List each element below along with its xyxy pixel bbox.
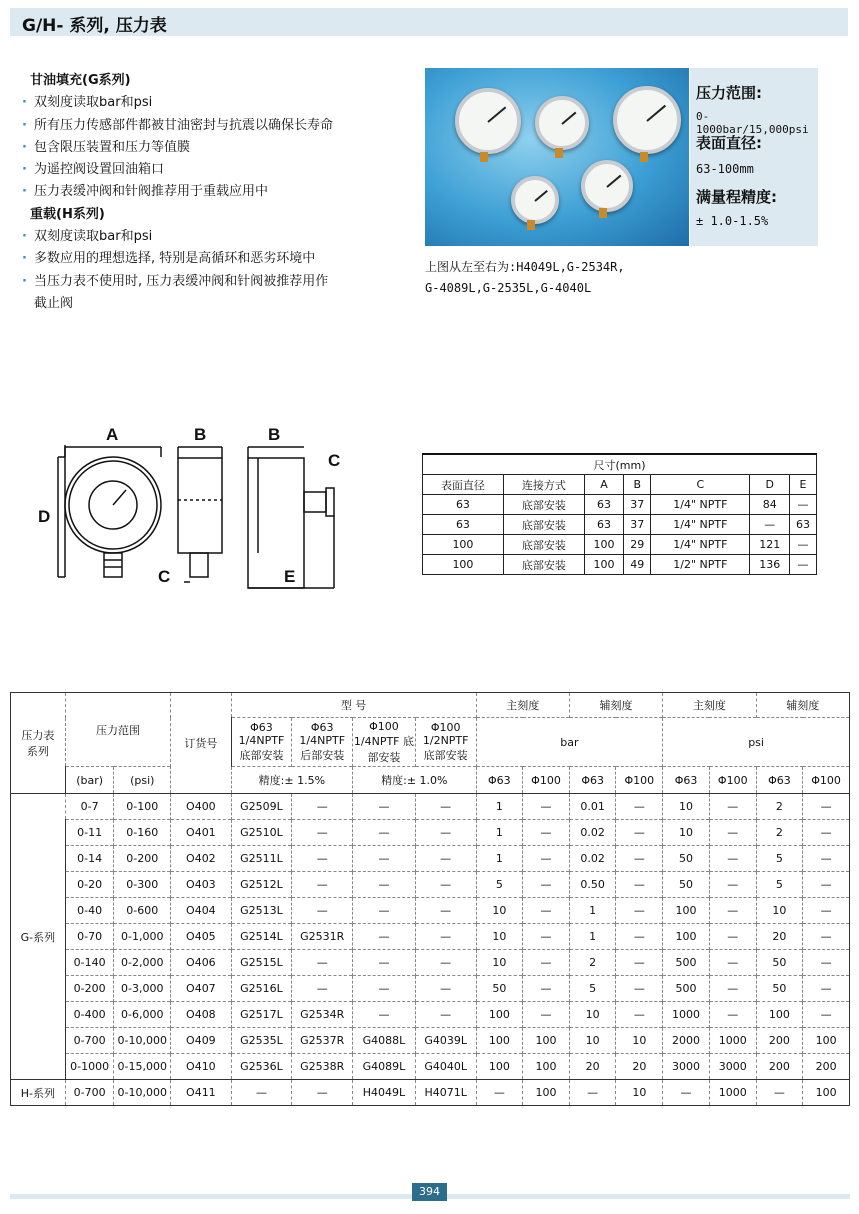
header-range: 压力范围 [65,693,170,767]
table-cell: 1/4" NPTF [651,515,750,535]
table-cell: — [523,924,570,950]
table-cell: — [292,898,353,924]
table-cell: 63 [584,495,624,515]
table-cell: 0-1000 [65,1054,114,1080]
table-cell: O411 [171,1080,231,1106]
table-cell: 0-14 [65,846,114,872]
table-cell: — [616,872,663,898]
table-cell: — [292,846,353,872]
table-cell: G2534R [292,1002,353,1028]
table-cell: 0-6,000 [114,1002,171,1028]
table-cell: — [353,794,416,820]
table-cell: — [709,872,756,898]
header-order: 订货号 [171,693,231,794]
table-cell: — [292,950,353,976]
feature-list [22,70,402,315]
table-cell: — [415,1002,476,1028]
table-cell: — [803,820,850,846]
table-cell: 37 [624,515,651,535]
table-cell: — [616,950,663,976]
feature-item: · 所有压力传感部件都被甘油密封与抗震以确保长寿命 [22,115,402,137]
table-cell: — [523,846,570,872]
table-cell: G2531R [292,924,353,950]
table-cell: O408 [171,1002,231,1028]
table-cell: 100 [584,555,624,575]
header-aux-bar: 辅刻度 [569,693,662,718]
header-model: 型 号 [231,693,476,718]
series-label: G-系列 [11,794,66,1080]
table-cell: 10 [476,950,523,976]
table-cell: O404 [171,898,231,924]
table-cell: 5 [756,872,803,898]
table-cell: 0-100 [114,794,171,820]
table-cell: — [709,976,756,1002]
table-cell: 0-70 [65,924,114,950]
table-cell: 1000 [709,1080,756,1106]
diameter-value: 63-100mm [696,162,754,176]
table-cell: O409 [171,1028,231,1054]
table-cell: 63 [790,515,817,535]
table-cell: 0-11 [65,820,114,846]
table-cell: O401 [171,820,231,846]
table-cell: 50 [476,976,523,1002]
table-cell: 50 [756,976,803,1002]
table-cell: 20 [616,1054,663,1080]
feature-item: · 双刻度读取bar和psi [22,226,402,248]
table-cell: 20 [569,1054,616,1080]
table-cell: — [415,976,476,1002]
table-cell: 0-20 [65,872,114,898]
dia-63: Φ63 [476,767,523,794]
table-cell: 1000 [663,1002,710,1028]
header-m4: Φ100 1/2NPTF 底部安装 [415,718,476,767]
table-cell: — [523,898,570,924]
table-cell: — [292,976,353,1002]
table-cell: 50 [663,846,710,872]
table-cell: 100 [523,1054,570,1080]
table-cell: O410 [171,1054,231,1080]
table-cell: — [756,1080,803,1106]
page-title: G/H- 系列, 压力表 [22,16,167,36]
table-cell: 100 [663,924,710,950]
table-cell: 底部安装 [503,535,584,555]
label-e: E [284,567,296,586]
table-cell: 5 [756,846,803,872]
table-row [11,950,850,976]
table-cell: 10 [756,898,803,924]
table-cell: 0-15,000 [114,1054,171,1080]
dia-63: Φ63 [756,767,803,794]
table-cell: 100 [523,1080,570,1106]
table-cell: 底部安装 [503,555,584,575]
feature-item: · 双刻度读取bar和psi [22,92,402,114]
header-main-bar: 主刻度 [476,693,569,718]
table-cell: 0-140 [65,950,114,976]
table-cell: 10 [476,924,523,950]
table-cell: 1 [476,794,523,820]
table-cell: — [803,1002,850,1028]
table-cell: 500 [663,976,710,1002]
table-cell: — [523,820,570,846]
label-b2: B [268,425,281,444]
table-cell: — [709,794,756,820]
table-cell: — [292,820,353,846]
dia-100: Φ100 [803,767,850,794]
table-cell: 100 [423,535,504,555]
table-cell: 1 [476,846,523,872]
accuracy-label: 满量程精度: [696,188,777,206]
table-cell: 0-600 [114,898,171,924]
table-cell: 5 [569,976,616,1002]
table-cell: — [353,872,416,898]
table-cell: — [231,1080,292,1106]
table-cell: G2512L [231,872,292,898]
table-cell: — [569,1080,616,1106]
table-cell: 29 [624,535,651,555]
table-cell: 3000 [709,1054,756,1080]
table-cell: — [709,950,756,976]
table-cell: G2538R [292,1054,353,1080]
table-cell: 136 [750,555,790,575]
table-cell: 0-300 [114,872,171,898]
table-cell: — [616,820,663,846]
title-bar [10,8,848,36]
table-cell: 100 [476,1002,523,1028]
table-cell: — [803,872,850,898]
header-bar-unit: bar [476,718,663,767]
table-cell: — [709,820,756,846]
series-label: H-系列 [11,1080,66,1106]
table-cell: 1/2" NPTF [651,555,750,575]
table-cell: G4039L [415,1028,476,1054]
table-row [11,794,850,820]
dim-header-cell: E [790,475,817,495]
table-cell: 5 [476,872,523,898]
table-cell: 底部安装 [503,515,584,535]
table-cell: 20 [756,924,803,950]
table-cell: 底部安装 [503,495,584,515]
table-cell: 0-200 [114,846,171,872]
table-cell: — [353,820,416,846]
table-cell: 2 [756,794,803,820]
table-cell: — [790,535,817,555]
range-label: 压力范围: [696,84,762,102]
dim-table-caption: 尺寸(mm) [423,454,817,475]
table-cell: 0-160 [114,820,171,846]
model-table [10,692,850,1106]
table-cell: O405 [171,924,231,950]
feature-item: · 当压力表不使用时, 压力表缓冲阀和针阀被推荐用作 截止阀 [22,271,402,316]
range-value: 0-1000bar/15,000psi [696,110,809,136]
accuracy-15: 精度:± 1.5% [231,767,353,794]
table-cell: 49 [624,555,651,575]
table-cell: 1/4" NPTF [651,495,750,515]
table-cell: 1000 [709,1028,756,1054]
table-cell: — [523,872,570,898]
g-series-heading: 甘油填充(G系列) [30,73,131,88]
table-cell: G2514L [231,924,292,950]
accuracy-value: ± 1.0-1.5% [696,214,769,228]
table-cell: 10 [476,898,523,924]
header-series: 压力表系列 [11,693,66,794]
table-cell: — [616,846,663,872]
dia-63: Φ63 [663,767,710,794]
table-cell: 100 [803,1028,850,1054]
table-cell: 0-10,000 [114,1028,171,1054]
table-cell: — [415,898,476,924]
table-cell: 100 [523,1028,570,1054]
table-cell: H4049L [353,1080,416,1106]
table-cell: G2535L [231,1028,292,1054]
table-cell: — [415,846,476,872]
table-row [11,1054,850,1080]
table-cell: O407 [171,976,231,1002]
table-cell: 100 [584,535,624,555]
table-cell: — [353,924,416,950]
header-main-psi: 主刻度 [663,693,756,718]
table-cell: — [353,1002,416,1028]
dimension-diagram [38,420,378,600]
table-cell: 0-400 [65,1002,114,1028]
table-cell: 50 [756,950,803,976]
table-cell: 0-7 [65,794,114,820]
dia-100: Φ100 [523,767,570,794]
table-cell: 63 [584,515,624,535]
table-cell: 10 [616,1028,663,1054]
label-a: A [106,425,119,444]
table-cell: G2536L [231,1054,292,1080]
header-m1: Φ63 1/4NPTF 底部安装 [231,718,292,767]
table-cell: H4071L [415,1080,476,1106]
table-cell: 2 [569,950,616,976]
table-row [11,1002,850,1028]
table-cell: — [616,924,663,950]
table-cell: — [292,1080,353,1106]
dia-63: Φ63 [569,767,616,794]
table-cell: 200 [803,1054,850,1080]
table-cell: — [616,898,663,924]
table-cell: 0-700 [65,1080,114,1106]
spec-box [690,68,818,246]
feature-item: · 包含限压装置和压力等值膜 [22,137,402,159]
table-cell: — [663,1080,710,1106]
table-cell: — [803,924,850,950]
feature-item: · 多数应用的理想选择, 特别是高循环和恶劣环境中 [22,248,402,270]
table-cell: 84 [750,495,790,515]
product-photo [425,68,689,246]
table-cell: — [616,1002,663,1028]
dim-header-cell: 表面直径 [423,475,504,495]
table-cell: 1/4" NPTF [651,535,750,555]
table-cell: 0-2,000 [114,950,171,976]
table-row [423,555,817,575]
table-row [11,898,850,924]
dia-100: Φ100 [709,767,756,794]
dim-header-cell: 连接方式 [503,475,584,495]
table-cell: 63 [423,515,504,535]
table-cell: — [790,495,817,515]
table-cell: — [803,976,850,1002]
table-cell: 37 [624,495,651,515]
table-cell: O400 [171,794,231,820]
label-d: D [38,507,51,526]
table-cell: — [415,872,476,898]
table-cell: 0.02 [569,846,616,872]
table-cell: — [709,898,756,924]
table-cell: 10 [663,820,710,846]
table-cell: G2516L [231,976,292,1002]
table-cell: 10 [569,1028,616,1054]
table-row [11,1080,850,1106]
table-cell: 3000 [663,1054,710,1080]
table-cell: — [353,976,416,1002]
dim-header-cell: B [624,475,651,495]
table-cell: G2513L [231,898,292,924]
table-cell: 0-10,000 [114,1080,171,1106]
table-cell: G4040L [415,1054,476,1080]
table-cell: 10 [663,794,710,820]
table-cell: — [353,898,416,924]
feature-item: · 为遥控阀设置回油箱口 [22,159,402,181]
table-cell: G2509L [231,794,292,820]
page-number: 394 [412,1183,447,1201]
table-cell: 0.02 [569,820,616,846]
table-cell: 0-3,000 [114,976,171,1002]
label-b: B [194,425,207,444]
table-cell: G4088L [353,1028,416,1054]
table-cell: G2511L [231,846,292,872]
table-cell: — [523,950,570,976]
accuracy-10: 精度:± 1.0% [353,767,476,794]
table-row [11,872,850,898]
table-cell: 100 [756,1002,803,1028]
table-cell: — [709,846,756,872]
header-m3: Φ100 1/4NPTF 底部安装 [353,718,416,767]
table-cell: 0.50 [569,872,616,898]
table-cell: — [803,898,850,924]
table-cell: 0-1,000 [114,924,171,950]
diameter-label: 表面直径: [696,134,762,152]
table-cell: G4089L [353,1054,416,1080]
table-cell: — [750,515,790,535]
table-cell: — [415,924,476,950]
table-cell: 121 [750,535,790,555]
table-cell: — [523,976,570,1002]
table-row [11,976,850,1002]
table-cell: — [353,846,416,872]
table-cell: — [803,846,850,872]
table-cell: 200 [756,1054,803,1080]
table-cell: 100 [663,898,710,924]
table-cell: 2 [756,820,803,846]
table-cell: 100 [803,1080,850,1106]
table-cell: — [292,872,353,898]
table-cell: 200 [756,1028,803,1054]
table-cell: — [803,950,850,976]
table-cell: 1 [476,820,523,846]
table-cell: 63 [423,495,504,515]
table-cell: — [353,950,416,976]
h-series-heading: 重载(H系列) [30,206,105,222]
table-row [11,846,850,872]
table-cell: — [790,555,817,575]
dim-header-cell: D [750,475,790,495]
table-cell: G2537R [292,1028,353,1054]
dia-100: Φ100 [616,767,663,794]
table-cell: — [803,794,850,820]
table-cell: — [616,794,663,820]
table-cell: G2515L [231,950,292,976]
table-cell: 50 [663,872,710,898]
table-cell: 0.01 [569,794,616,820]
table-cell: 10 [569,1002,616,1028]
table-cell: 10 [616,1080,663,1106]
feature-item: · 压力表缓冲阀和针阀推荐用于重载应用中 [22,181,402,203]
table-cell: 100 [423,555,504,575]
table-cell: 0-700 [65,1028,114,1054]
table-cell: — [709,924,756,950]
table-cell: 0-40 [65,898,114,924]
table-cell: 1 [569,898,616,924]
table-cell: — [616,976,663,1002]
table-row [11,924,850,950]
table-cell: G2510L [231,820,292,846]
label-c2: C [158,567,171,586]
table-cell: O406 [171,950,231,976]
table-cell: — [415,794,476,820]
table-cell: 100 [476,1028,523,1054]
table-row [423,515,817,535]
dimension-table [422,453,817,575]
dim-header-cell: C [651,475,750,495]
header-m2: Φ63 1/4NPTF 后部安装 [292,718,353,767]
table-cell: G2517L [231,1002,292,1028]
table-cell: 100 [476,1054,523,1080]
unit-psi: (psi) [114,767,171,794]
table-row [423,495,817,515]
table-cell: 0-200 [65,976,114,1002]
table-cell: O403 [171,872,231,898]
table-row [423,535,817,555]
table-row [11,820,850,846]
table-cell: — [415,950,476,976]
dim-header-cell: A [584,475,624,495]
header-aux-psi: 辅刻度 [756,693,849,718]
table-cell: — [476,1080,523,1106]
table-cell: — [415,820,476,846]
photo-caption: 上图从左至右为:H4049L,G-2534R, G-4089L,G-2535L,G-4040L [425,260,625,295]
table-cell: O402 [171,846,231,872]
unit-bar: (bar) [65,767,114,794]
table-cell: — [709,1002,756,1028]
header-psi-unit: psi [663,718,850,767]
table-cell: — [523,794,570,820]
table-cell: — [292,794,353,820]
table-cell: — [523,1002,570,1028]
table-cell: 1 [569,924,616,950]
table-cell: 500 [663,950,710,976]
table-cell: 2000 [663,1028,710,1054]
label-c: C [328,451,341,470]
table-row [11,1028,850,1054]
